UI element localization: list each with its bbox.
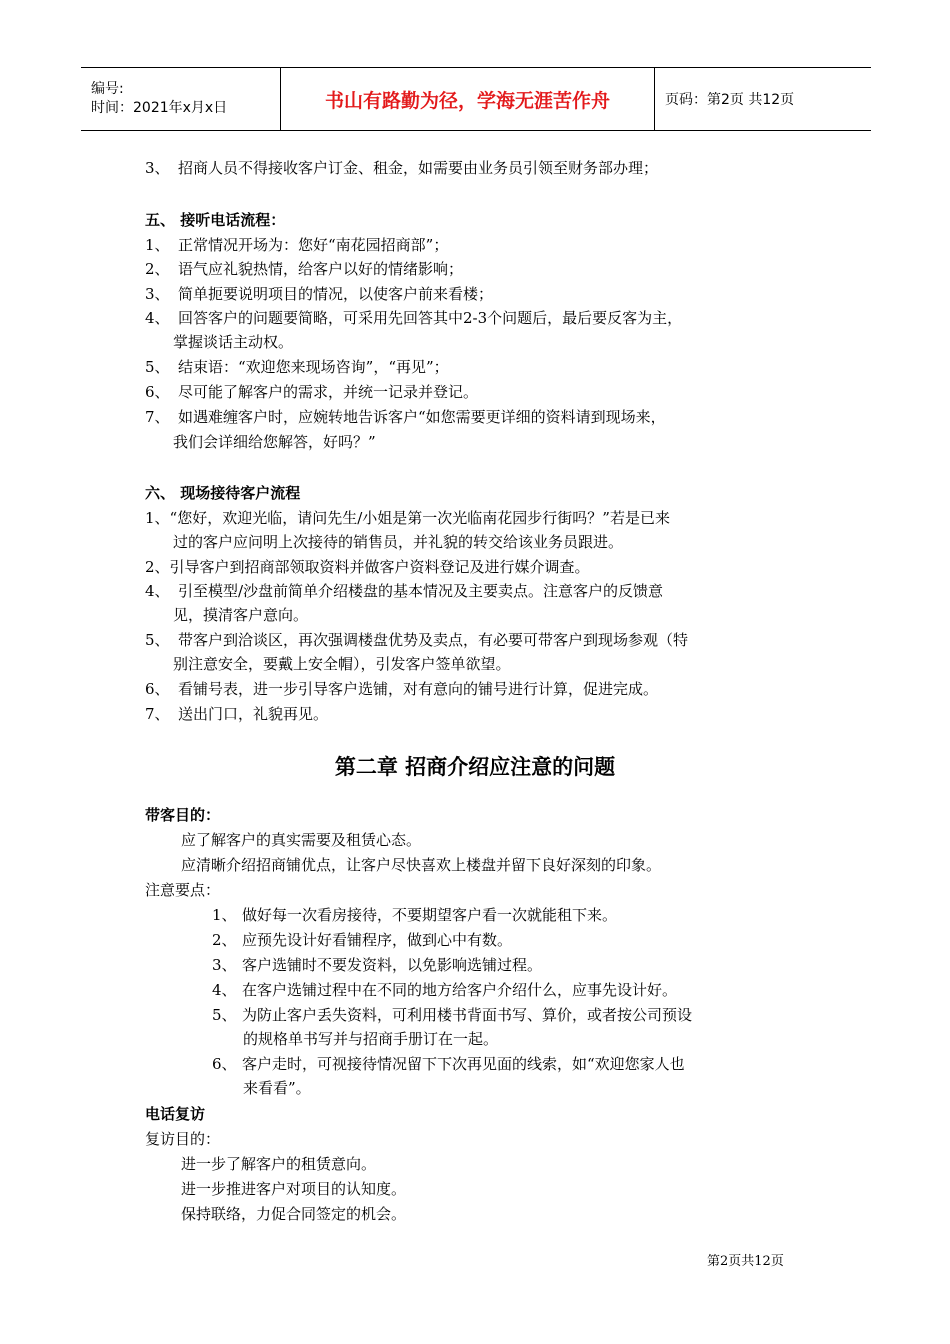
page-number-label: 页码：第2页 共12页 [665, 92, 795, 108]
purpose-title: 带客目的： [145, 806, 221, 824]
purpose-line: 应清晰介绍招商铺优点，让客户尽快喜欢上楼盘并留下良好深刻的印象。 [181, 856, 662, 874]
list-item: 4、 在客户选铺过程中在不同的地方给客户介绍什么，应事先设计好。 [212, 981, 678, 999]
list-item: 3、 招商人员不得接收客户订金、租金，如需要由业务员引领至财务部办理； [145, 159, 659, 177]
header-page-number [655, 68, 871, 130]
list-item-continuation: 见，摸清客户意向。 [173, 606, 309, 624]
list-item-continuation: 我们会详细给您解答，好吗？” [173, 433, 376, 451]
list-item: 1、“您好，欢迎光临，请问先生/小姐是第一次光临南花园步行街吗？”若是已来 [145, 509, 670, 527]
phone-line: 保持联络，力促合同签定的机会。 [181, 1205, 407, 1223]
phone-line: 进一步了解客户的租赁意向。 [181, 1155, 377, 1173]
list-item-continuation: 掌握谈话主动权。 [173, 333, 294, 351]
points-title: 注意要点： [145, 881, 221, 899]
list-item: 6、 看铺号表，进一步引导客户选铺，对有意向的铺号进行计算，促进完成。 [145, 680, 659, 698]
list-item: 6、 客户走时，可视接待情况留下下次再见面的线索，如“欢迎您家人也 [212, 1055, 685, 1073]
list-item: 2、引导客户到招商部领取资料并做客户资料登记及进行媒介调查。 [145, 558, 590, 576]
list-item: 5、 结束语：“欢迎您来现场咨询”，“再见”； [145, 358, 449, 376]
list-item: 3、 客户选铺时不要发资料，以免影响选铺过程。 [212, 956, 543, 974]
page-footer: 第2页共12页 [707, 1254, 784, 1269]
phone-purpose-label: 复访目的： [145, 1130, 221, 1148]
page-header [81, 67, 871, 131]
list-item: 5、 带客户到洽谈区，再次强调楼盘优势及卖点，有必要可带客户到现场参观（特 [145, 631, 689, 649]
list-item: 1、 做好每一次看房接待，不要期望客户看一次就能租下来。 [212, 906, 618, 924]
list-item: 2、 语气应礼貌热情，给客户以好的情绪影响； [145, 260, 464, 278]
list-item: 2、 应预先设计好看铺程序，做到心中有数。 [212, 931, 513, 949]
list-item: 4、 回答客户的问题要简略，可采用先回答其中2-3个问题后，最后要反客为主， [145, 309, 683, 327]
document-date: 时间：2021年x月x日 [91, 100, 228, 116]
header-meta [81, 68, 281, 130]
section-title: 五、 接听电话流程： [145, 211, 286, 229]
phone-title: 电话复访 [145, 1105, 206, 1123]
list-item: 7、 如遇难缠客户时，应婉转地告诉客户“如您需要更详细的资料请到现场来， [145, 408, 666, 426]
list-item: 1、 正常情况开场为：您好“南花园招商部”； [145, 236, 449, 254]
list-item: 5、 为防止客户丢失资料，可利用楼书背面书写、算价，或者按公司预设 [212, 1006, 693, 1024]
list-item: 4、 引至模型/沙盘前简单介绍楼盘的基本情况及主要卖点。注意客户的反馈意 [145, 582, 664, 600]
purpose-line: 应了解客户的真实需要及租赁心态。 [181, 831, 422, 849]
document-number-label: 编号: [91, 81, 124, 97]
list-item-continuation: 别注意安全，要戴上安全帽），引发客户签单欲望。 [173, 655, 511, 673]
phone-line: 进一步推进客户对项目的认知度。 [181, 1180, 407, 1198]
list-item: 7、 送出门口，礼貌再见。 [145, 705, 329, 723]
list-item: 3、 简单扼要说明项目的情况，以使客户前来看楼； [145, 285, 494, 303]
section-title: 六、 现场接待客户流程 [145, 484, 301, 502]
list-item: 6、 尽可能了解客户的需求，并统一记录并登记。 [145, 383, 479, 401]
list-item-continuation: 来看看”。 [243, 1079, 311, 1097]
list-item-continuation: 的规格单书写并与招商手册订在一起。 [243, 1030, 499, 1048]
list-item-continuation: 过的客户应问明上次接待的销售员，并礼貌的转交给该业务员跟进。 [173, 533, 624, 551]
motto-text: 书山有路勤为径，学海无涯苦作舟 [324, 89, 610, 112]
header-motto [281, 68, 655, 130]
chapter-title: 第二章 招商介绍应注意的问题 [334, 755, 616, 779]
